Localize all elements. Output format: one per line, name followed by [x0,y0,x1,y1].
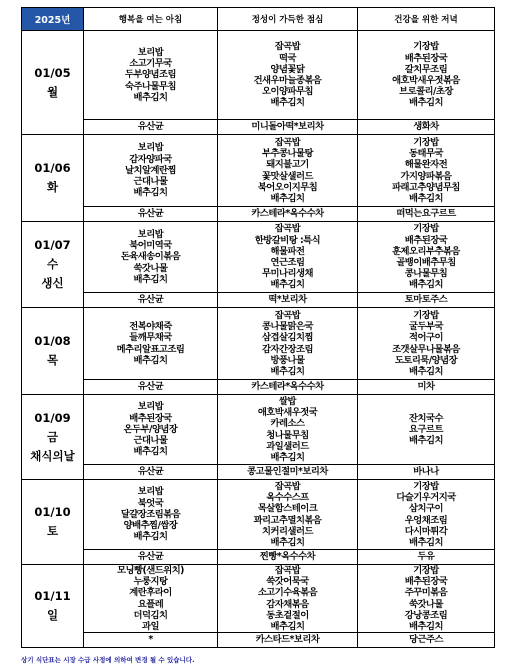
menu-item: 들깨무채국 [129,332,172,344]
date-label: 01/05 [34,65,71,80]
menu-item: 양념꽃닭 [270,63,305,75]
menu-item: 계란후라이 [129,587,172,599]
menu-item: 더덕김치 [133,609,168,621]
day-note: 채식의날 [30,448,75,463]
menu-item: 건새우마늘종볶음 [253,75,322,86]
menu-item: 요플레 [137,598,164,610]
lunch-cell [218,308,358,380]
menu-item: 쑥갓나물 [133,262,168,274]
snack-cell: 토마토주스 [358,293,495,308]
menu-item: 배추된장국 [404,576,448,588]
menu-item: 갈치무조림 [404,63,448,75]
dinner-cell [358,395,495,465]
menu-item: 목살함스테이크 [257,503,318,515]
menu-item: 해물완자전 [404,159,448,171]
menu-item: 주꾸미볶음 [404,587,448,599]
snack-cell: 카스테라*옥수수차 [218,380,358,395]
menu-item: 배추김치 [270,621,305,633]
menu-item: 잡곡밥 [274,223,301,235]
snack-cell: * [84,633,218,648]
menu-item: 전복야채죽 [129,321,172,333]
menu-item: 배추된장국 [404,52,448,64]
menu-item: 배추김치 [270,192,305,204]
menu-item: 배추김치 [133,354,168,366]
menu-item: 배추김치 [409,192,443,204]
menu-item: 날치알계란찜 [125,164,176,176]
lunch-cell [218,31,358,120]
weekday-label: 화 [46,180,59,194]
lunch-cell [218,222,358,293]
snack-cell: 유산균 [84,120,218,135]
weekday-label: 월 [46,84,59,99]
menu-item: 북어오이지무침 [257,181,318,193]
menu-item: 배추김치 [270,279,305,291]
day-row [22,395,495,465]
menu-item: 배추김치 [409,536,443,548]
snack-cell: 유산균 [84,207,218,222]
menu-item: 우엉채조림 [404,514,448,526]
header-row [22,8,495,31]
day-row [22,222,495,293]
menu-item: 과일샐러드 [266,440,309,452]
menu-item: 콩나물맑은국 [262,321,313,333]
snack-row [22,293,495,308]
menu-item: 배추김치 [409,435,443,447]
menu-item: 배추김치 [270,451,305,463]
menu-item: 배추김치 [270,536,305,548]
weekday-label: 토 [46,524,59,538]
menu-item: 방풍나물 [270,354,305,366]
breakfast-cell [84,565,218,633]
year-header: 2025년 [22,8,84,31]
dinner-cell [358,222,495,293]
lunch-cell [218,395,358,465]
menu-item: 콩나물무침 [404,268,448,280]
menu-item: 소고기수육볶음 [257,587,318,599]
menu-item: 양배추찜/쌈장 [123,520,178,532]
menu-item: 훈제오리부추볶음 [392,245,460,257]
snack-cell: 두유 [358,550,495,565]
snack-cell: 바나나 [358,465,495,480]
dinner-cell [358,135,495,207]
menu-item: 다슬기우거지국 [396,492,456,504]
menu-item: 잔치국수 [409,412,443,424]
menu-item: 달걀장조림볶음 [120,508,181,520]
menu-item: 다시마튀각 [404,525,448,537]
snack-cell: 유산균 [84,380,218,395]
snack-row [22,207,495,222]
weekday-label: 일 [46,608,59,623]
menu-item: 잡곡밥 [274,41,301,53]
menu-item: 쑥갓나물 [409,598,443,610]
date-label: 01/10 [34,505,71,519]
menu-item: 무미나리생채 [262,268,313,280]
menu-item: 감자채볶음 [266,598,309,610]
menu-item: 애호박새우젓볶음 [392,75,460,86]
snack-cell: 카스테라*옥수수차 [218,207,358,222]
menu-item: 보리밥 [137,142,164,154]
menu-item: 보리밥 [137,228,164,240]
menu-item: 조갯살무나물볶음 [392,343,460,355]
snack-cell: 떠먹는요구르트 [358,207,495,222]
date-label: 01/09 [34,410,71,425]
menu-item: 쑥갓어묵국 [266,576,309,588]
menu-item: 요구르트 [409,423,443,435]
breakfast-cell [84,135,218,207]
menu-item: 오이양파무침 [262,86,313,98]
menu-item: 근대나물 [133,435,168,447]
menu-item: 배추김치 [270,365,305,377]
snack-row [22,633,495,648]
menu-item: 보리밥 [137,401,164,413]
day-cell [22,308,84,395]
snack-row [22,550,495,565]
day-row [22,565,495,633]
menu-item: 기장밥 [413,136,439,148]
menu-item: 숙주나물무침 [125,80,176,92]
menu-item: 두부양념조림 [125,69,176,81]
menu-item: 배추된장국 [404,234,448,246]
menu-item: 골뱅이배추무침 [396,257,456,268]
menu-item: 잡곡밥 [274,565,301,576]
menu-item: 한방갈비탕 :특식 [254,234,321,246]
snack-cell: 찐빵*옥수수차 [218,550,358,565]
snack-cell: 콩고물인절미*보리차 [218,465,358,480]
menu-item: 메추리알표고조림 [116,343,185,355]
dinner-cell [358,308,495,380]
day-cell [22,222,84,308]
snack-cell: 생화차 [358,120,495,135]
menu-item: 강낭콩조림 [404,609,448,621]
menu-item: 동초겉절이 [266,609,309,621]
footnote: 상기 식단표는 시장 수급 사정에 의하여 변경 될 수 있습니다. [21,656,195,664]
menu-item: 애호박새우젓국 [257,407,318,419]
menu-item: 보리밥 [137,46,164,58]
breakfast-header: 행복을 여는 아침 [84,8,218,31]
breakfast-cell [84,480,218,550]
snack-cell: 미차 [358,380,495,395]
weekday-label: 금 [46,429,59,444]
day-note: 생신 [41,276,64,290]
menu-item: 누룽지탕 [133,576,168,588]
menu-item: 동태무국 [409,148,443,160]
snack-cell: 유산균 [84,293,218,308]
menu-item: 잡곡밥 [274,309,301,321]
day-row [22,31,495,120]
date-label: 01/11 [34,589,71,604]
menu-item: 브로콜리/초장 [399,86,453,98]
breakfast-cell [84,222,218,293]
menu-item: 배추된장국 [129,412,172,424]
snack-cell: 미니돌아떡*보리차 [218,120,358,135]
menu-item: 카레소스 [270,418,305,430]
lunch-cell [218,480,358,550]
weekday-label: 수 [46,257,59,271]
day-cell [22,395,84,480]
breakfast-cell [84,395,218,465]
menu-item: 배추김치 [409,97,443,109]
menu-item: 삼치구이 [409,503,443,515]
menu-item: 청나물무침 [266,429,309,441]
menu-item: 치커리샐러드 [262,525,313,537]
meal-plan-table [21,7,495,648]
menu-item: 모닝빵(샌드위치) [117,565,184,576]
menu-item: 과일 [142,621,159,633]
menu-item: 꽈리고추멸치볶음 [253,514,322,526]
menu-item: 배추김치 [409,621,443,633]
date-label: 01/08 [34,334,71,348]
snack-row [22,380,495,395]
lunch-cell [218,565,358,633]
menu-item: 소고기무국 [129,58,172,70]
dinner-cell [358,565,495,633]
menu-item: 쌀밥 [279,395,296,407]
day-cell [22,135,84,222]
snack-cell: 유산균 [84,465,218,480]
lunch-header: 정성이 가득한 점심 [218,8,358,31]
snack-cell: 떡*보리차 [218,293,358,308]
day-cell [22,565,84,648]
menu-item: 북어미역국 [129,240,172,252]
snack-row [22,465,495,480]
day-row [22,308,495,380]
menu-item: 기장밥 [413,309,439,321]
menu-item: 잡곡밥 [274,480,301,492]
dinner-header: 건강을 위한 저녁 [358,8,495,31]
weekday-label: 목 [46,353,59,367]
menu-item: 배추김치 [133,446,168,458]
lunch-cell [218,135,358,207]
menu-item: 보리밥 [137,486,164,498]
menu-item: 부추콩나물탕 [262,148,313,160]
snack-cell: 당근주스 [358,633,495,648]
menu-item: 적어구이 [409,332,443,344]
menu-item: 굴두부국 [409,321,443,333]
menu-item: 배추김치 [409,365,443,377]
date-label: 01/06 [34,161,71,175]
date-label: 01/07 [34,238,71,252]
menu-item: 잡곡밥 [274,136,301,148]
breakfast-cell [84,31,218,120]
day-cell [22,31,84,135]
menu-item: 해물파전 [270,245,305,257]
menu-item: 근대나물 [133,176,168,188]
menu-item: 배추김치 [133,187,168,199]
menu-item: 감자간장조림 [262,343,313,355]
menu-item: 파래고추양념무침 [392,181,460,193]
menu-item: 기장밥 [413,480,439,492]
menu-item: 감자양파국 [129,153,172,165]
day-row [22,135,495,207]
menu-item: 배추김치 [270,97,305,109]
day-row [22,480,495,550]
day-cell [22,480,84,565]
menu-item: 돈육새송이볶음 [120,251,181,263]
snack-cell: 유산균 [84,550,218,565]
menu-item: 기장밥 [413,565,439,576]
menu-item: 연근조림 [270,257,305,268]
menu-item: 기장밥 [413,223,439,235]
menu-item: 배추김치 [133,91,168,103]
snack-cell: 카스타드*보리차 [218,633,358,648]
snack-row [22,120,495,135]
menu-item: 배추김치 [133,273,168,285]
menu-item: 꽃맛살샐러드 [262,170,313,182]
menu-item: 가지양파볶음 [400,170,452,182]
menu-item: 도토리묵/양념장 [394,354,458,366]
menu-item: 삼겹살김치찜 [262,332,313,344]
menu-item: 옥수수스프 [266,492,309,504]
dinner-cell [358,480,495,550]
menu-item: 떡국 [279,52,296,64]
menu-item: 북엇국 [137,497,164,509]
menu-body [22,31,495,648]
dinner-cell [358,31,495,120]
menu-item: 배추김치 [409,279,443,291]
breakfast-cell [84,308,218,380]
menu-item: 돼지불고기 [266,159,309,171]
menu-item: 기장밥 [413,41,439,53]
menu-item: 온두부/양념장 [123,423,178,435]
menu-item: 배추김치 [133,531,168,543]
